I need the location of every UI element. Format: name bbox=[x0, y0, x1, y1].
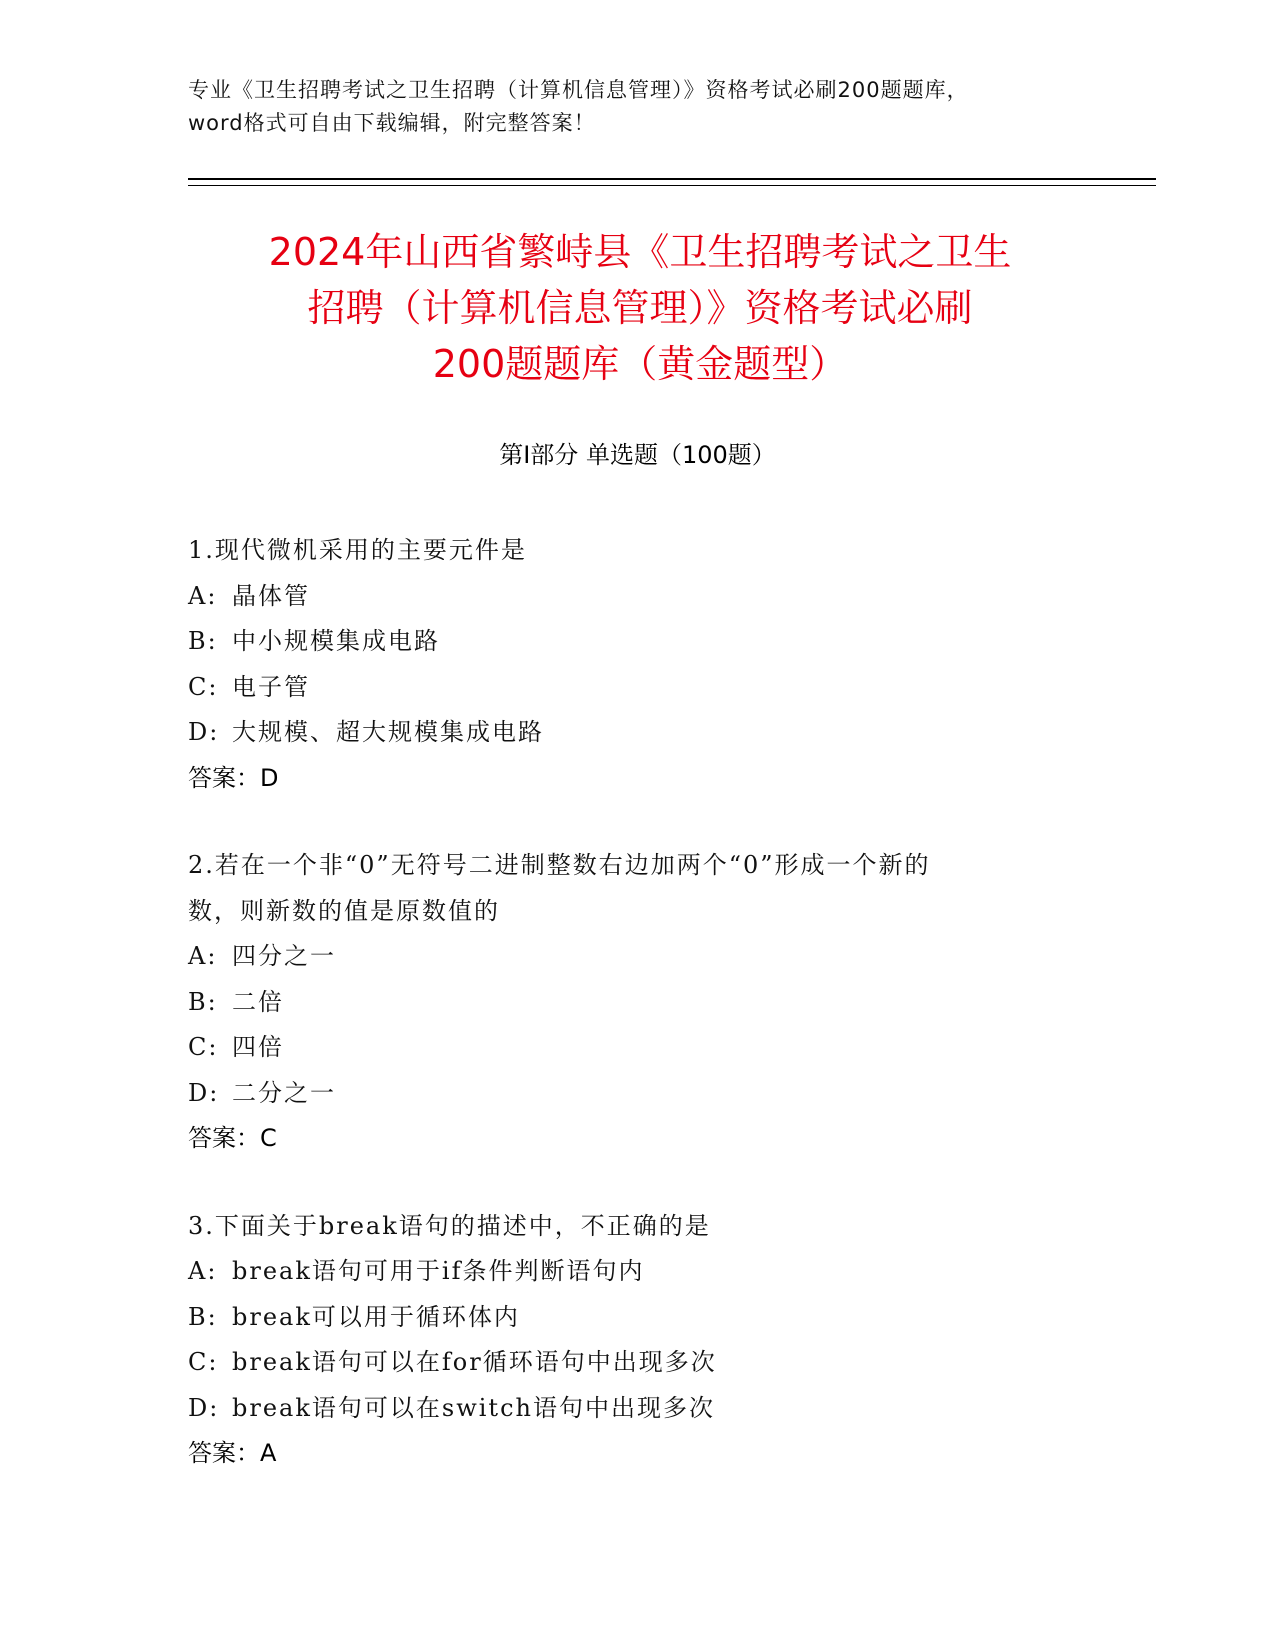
document-title-line-3: 200题题库（黄金题型） bbox=[432, 342, 848, 386]
header-note-line-2: word格式可自由下载编辑，附完整答案！ bbox=[188, 111, 596, 135]
question-stem-line-1: 2.若在一个非“0”无符号二进制整数右边加两个“0”形成一个新的 bbox=[188, 851, 931, 879]
header-note-line-1: 专业《卫生招聘考试之卫生招聘（计算机信息管理）》资格考试必刷200题题库， bbox=[188, 78, 969, 102]
option-key: A: bbox=[188, 1257, 218, 1285]
option-c bbox=[188, 1025, 1088, 1071]
option-key: C: bbox=[188, 1033, 219, 1061]
header-divider-thin bbox=[188, 185, 1156, 186]
option-text: 电子管 bbox=[232, 672, 310, 701]
option-c bbox=[188, 1340, 1088, 1386]
answer-line: 答案：A bbox=[188, 1439, 277, 1467]
option-c bbox=[188, 665, 1088, 711]
option-text: 二分之一 bbox=[232, 1078, 336, 1107]
option-text: 大规模、超大规模集成电路 bbox=[232, 718, 544, 746]
option-text: 四倍 bbox=[232, 1033, 284, 1061]
question-list bbox=[188, 528, 1088, 1519]
option-text: 二倍 bbox=[232, 987, 284, 1016]
option-d bbox=[188, 1386, 1088, 1432]
option-text: break语句可用于if条件判断语句内 bbox=[232, 1257, 645, 1285]
option-b bbox=[188, 980, 1088, 1026]
option-d bbox=[188, 710, 1088, 756]
option-key: A: bbox=[188, 581, 218, 610]
question-2 bbox=[188, 843, 1088, 1162]
option-text: 四分之一 bbox=[232, 942, 336, 970]
question-stem: 3.下面关于break语句的描述中，不正确的是 bbox=[188, 1211, 711, 1240]
document-title-line-2: 招聘（计算机信息管理）》资格考试必刷 bbox=[307, 286, 973, 330]
header-divider-thick bbox=[188, 178, 1156, 180]
question-1 bbox=[188, 528, 1088, 801]
option-a bbox=[188, 1249, 1088, 1295]
option-text: break语句可以在for循环语句中出现多次 bbox=[232, 1348, 717, 1376]
document-title bbox=[160, 224, 1120, 392]
option-key: B: bbox=[188, 987, 218, 1016]
section-title: 第Ⅰ部分 单选题（100题） bbox=[499, 441, 776, 469]
option-key: C: bbox=[188, 1348, 219, 1376]
option-key: B: bbox=[188, 627, 218, 655]
option-key: D: bbox=[188, 1393, 220, 1422]
option-b bbox=[188, 619, 1088, 665]
option-text: 晶体管 bbox=[232, 581, 310, 610]
question-stem: 1.现代微机采用的主要元件是 bbox=[188, 536, 527, 564]
option-d bbox=[188, 1071, 1088, 1117]
option-a bbox=[188, 574, 1088, 620]
option-key: D: bbox=[188, 718, 220, 746]
option-key: A: bbox=[188, 942, 218, 970]
document-title-line-1: 2024年山西省繁峙县《卫生招聘考试之卫生 bbox=[268, 230, 1012, 274]
option-text: 中小规模集成电路 bbox=[232, 627, 440, 655]
option-b bbox=[188, 1295, 1088, 1341]
option-key: C: bbox=[188, 672, 219, 701]
question-3 bbox=[188, 1204, 1088, 1477]
option-key: B: bbox=[188, 1302, 218, 1331]
option-text: break可以用于循环体内 bbox=[232, 1302, 520, 1331]
header-note bbox=[188, 74, 1088, 140]
answer-line: 答案：D bbox=[188, 763, 279, 792]
option-a bbox=[188, 934, 1088, 980]
answer-line: 答案：C bbox=[188, 1124, 277, 1152]
option-key: D: bbox=[188, 1078, 220, 1107]
question-stem-line-2: 数，则新数的值是原数值的 bbox=[188, 896, 500, 925]
option-text: break语句可以在switch语句中出现多次 bbox=[232, 1393, 715, 1422]
